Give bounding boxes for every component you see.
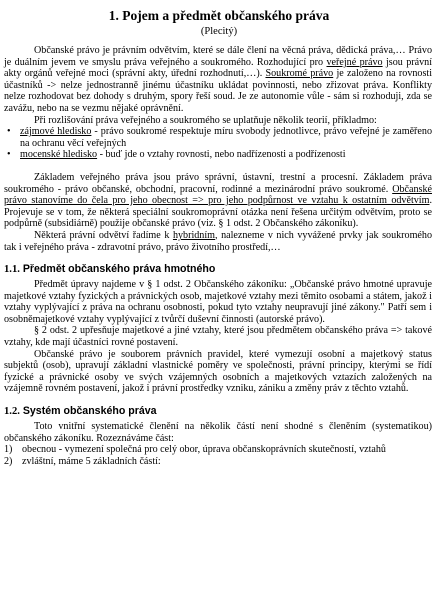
section-paragraph: § 2 odst. 2 upřesňuje majetkové a jiné vztahy, které jsou předmětem občanského práva => takové vztahy, kde mají účastníci rovné postavení.	[4, 325, 432, 349]
text-run: . Projevuje se v tom, že některá speciální soukromoprávní otázka není řešena určitým odvětvím, proto se podpůrně (subsidiárně) použije občanské právo (viz. § 1 odst. 2 Občanského zákoníku).	[4, 195, 432, 230]
section-number: 1.1.	[4, 264, 20, 276]
item-number: 1)	[4, 444, 13, 456]
underlined-term: zájmové hledisko	[20, 126, 92, 138]
theories-paragraph: Při rozlišování práva veřejného a soukromého se uplatňuje několik teorií, příkladmo:	[34, 114, 377, 126]
section-number: 1.2.	[4, 406, 20, 418]
list-item	[4, 456, 432, 468]
underlined-term: mocenské hledisko	[20, 149, 98, 161]
section-paragraph: Občanské právo je souborem právních pravidel, které vymezují osobní a majetkový status subjektů (osob), upravují základní vlastnické poměry ve společnosti, právní principy, kterými se řídí fyzické a právnické osoby ve svých vzájemných osobních a majetkových vztazích založených na vzájemně rovném postavení, jakož i právní prostředky vzniku, zániku a změny práv z těchto vztahů.	[4, 348, 432, 395]
list-item	[4, 444, 432, 456]
item-text: obecnou - vymezení společná pro celý obor, úprava občanskoprávních skutečností, vztahů	[22, 444, 386, 456]
page-title: 1. Pojem a předmět občanského práva	[108, 8, 330, 23]
underlined-term: veřejné právo	[326, 56, 383, 68]
section-title: Systém občanského práva	[22, 405, 157, 418]
section-heading	[4, 263, 438, 276]
section-paragraph: Předmět úpravy najdeme v § 1 odst. 2 Občanského zákoníku: „Občanské právo hmotné upravuje majetkové vztahy fyzických a právnických osob, majetkové vztahy mezi těmito osobami a státem, jakož i vztahy vyplývající z práva na ochranu osobnosti, pokud tyto vztahy neupravují jiné zákony." Patří sem i osobněmajetkové vztahy vyplývající z tvůrčí duševní činnosti (autorské právo).	[4, 279, 432, 325]
text-run: - buď jde o vztahy rovnosti, nebo nadřízenosti a podřízenosti	[97, 149, 346, 161]
text-run: , nalezneme v nich vyvážené prvky jak soukromého tak i veřejného práva - zdravotní právo, právo životního prostředí,…	[4, 229, 432, 253]
underlined-term: hybridním	[172, 229, 215, 241]
section-heading	[4, 405, 438, 418]
text-run: Základem veřejného práva jsou právo správní, ústavní, trestní a procesní. Základem práva soukromého - právo občanské, obchodní, pracovní, rodinné a mezinárodní právo soukromé.	[4, 171, 432, 195]
parts-list	[4, 444, 432, 467]
intro-paragraph	[4, 45, 432, 115]
list-item	[4, 149, 432, 161]
author-note: (Plecitý)	[200, 26, 238, 37]
hybrid-paragraph	[4, 230, 432, 253]
spacer	[0, 161, 438, 172]
text-run: je založeno na rovnosti účastníků -> nelze jednostranně jinému účastníku ukládat povinnosti, nebo zřizovat práva. Konflikty nelze rozhodovat bez dohody s druhým, spory řeší soud. Je ze autonomie vůle - sám si rozhoduji, zda se zavážu, nebo na se vezmu nějaké oprávnění.	[4, 68, 432, 114]
section-title: Předmět občanského práva hmotného	[22, 263, 216, 276]
item-text: zvláštní, máme 5 základních částí:	[22, 455, 161, 467]
item-number: 2)	[4, 455, 13, 467]
list-item	[4, 126, 432, 149]
text-run: Některá právní odvětví řadíme k	[34, 229, 173, 241]
branches-paragraph	[4, 172, 432, 230]
text-run: - právo soukromé respektuje míru svobody jednotlivce, právo veřejné je zaměřeno na ochranu věcí veřejných	[20, 126, 432, 149]
text-run: Občanské právo je právním odvětvím, které se dále člení na věcná práva, dědická práva,… Právo je duálním jevem ve smyslu práva veřejného a soukromého. Rozhodující pro	[4, 45, 432, 68]
text-run: jsou právní akty orgánů veřejné moci (správní akty, úřední rozhodnutí,…).	[4, 56, 432, 80]
underlined-term: Občanské právo stanovíme do čela pro jeho obecnost => pro jeho podpůrnost ve vztahu k ostatním odvětvím	[4, 183, 432, 207]
section-paragraph: Toto vnitřní systematické členění na několik částí není shodné s členěním (systematikou) občanského zákoníku. Rozeznáváme část:	[4, 421, 432, 444]
underlined-term: Soukromé právo	[265, 68, 334, 80]
theories-list	[4, 126, 432, 161]
